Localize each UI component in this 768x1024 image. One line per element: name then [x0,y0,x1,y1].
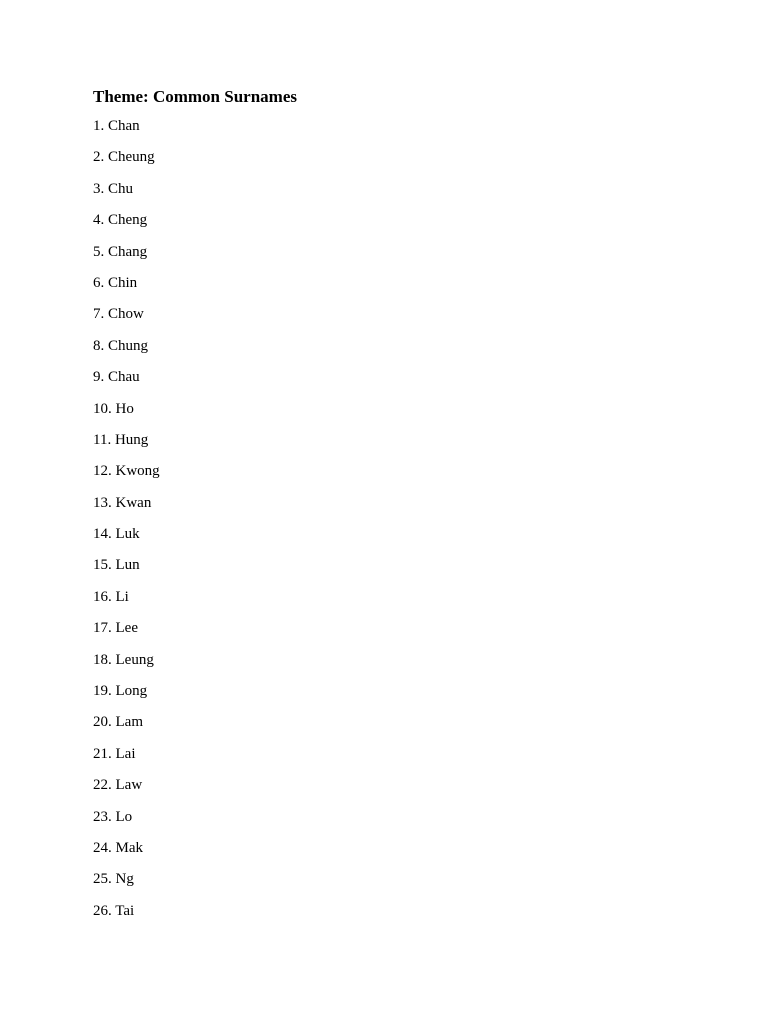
list-item: 15. Lun [93,557,140,574]
list-item: 22. Law [93,777,143,794]
list-item: 1. Chan [93,118,140,134]
document-title: Theme: Common Surnames [93,87,297,106]
list-item: 13. Kwan [93,494,152,511]
list-item: 14. Luk [93,526,140,543]
list-item: 11. Hung [93,431,149,448]
list-item: 24. Mak [93,839,143,856]
list-item: 17. Lee [93,620,138,637]
list-item: 16. Li [93,588,129,605]
list-item: 20. Lam [93,714,143,731]
list-item: 25. Ng [93,871,134,888]
document-page [93,86,693,933]
list-item: 5. Chang [93,243,148,260]
list-item: 4. Cheng [93,212,148,229]
list-item: 3. Chu [93,180,134,197]
list-item: 19. Long [93,683,148,700]
list-item: 18. Leung [93,651,154,668]
list-item: 9. Chau [93,369,140,386]
list-item: 8. Chung [93,337,149,354]
list-item: 26. Tai [93,902,135,919]
list-item: 12. Kwong [93,463,160,480]
list-item: 23. Lo [93,808,133,825]
list-item: 21. Lai [93,745,136,762]
list-item: 6. Chin [93,274,138,291]
surname-list [93,117,693,920]
list-item: 2. Cheung [93,149,155,166]
list-item: 10. Ho [93,400,134,417]
list-item: 7. Chow [93,306,144,323]
